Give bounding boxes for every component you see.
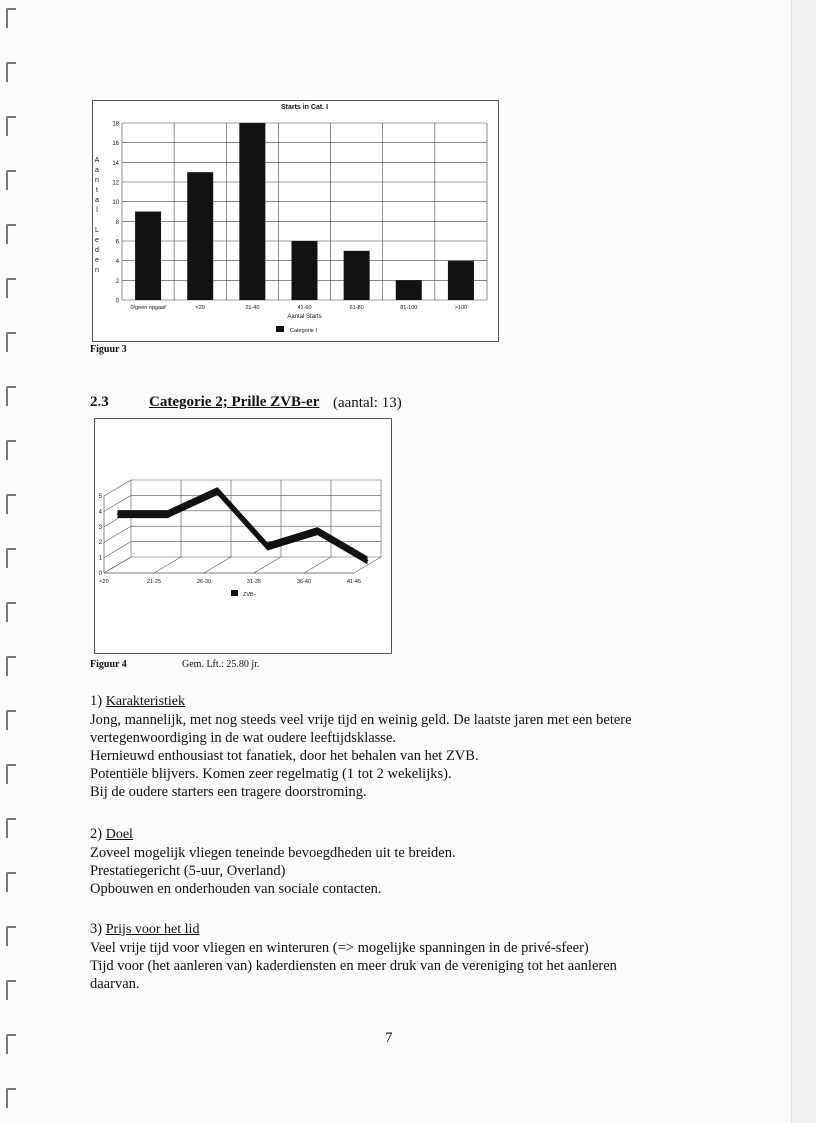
block-heading: Karakteristiek bbox=[105, 694, 186, 709]
data-point bbox=[367, 560, 369, 562]
x-tick-label: 31-35 bbox=[246, 579, 262, 585]
binding-ring bbox=[6, 548, 16, 568]
bar bbox=[135, 212, 161, 301]
binding-ring bbox=[6, 386, 16, 406]
y-tick-label: 5 bbox=[98, 494, 102, 500]
block-prefix: 1) bbox=[90, 693, 106, 709]
y-axis-label: A bbox=[94, 157, 100, 164]
y-tick-label: 14 bbox=[112, 160, 119, 167]
x-tick-label: 41-45 bbox=[346, 579, 362, 585]
x-tick-label: <20 bbox=[195, 305, 205, 311]
chart-frame bbox=[95, 419, 392, 654]
text-line: Potentiële blijvers. Komen zeer regelmatig (1 tot 2 wekelijks). bbox=[90, 766, 452, 782]
figure-4-note: Gem. Lft.: 25.80 jr. bbox=[182, 659, 260, 670]
data-point bbox=[117, 513, 119, 515]
y-tick-label: 8 bbox=[115, 219, 119, 226]
legend-label: Categorie I bbox=[290, 328, 317, 334]
binding-ring bbox=[6, 224, 16, 244]
binding-ring bbox=[6, 1034, 16, 1054]
binding-ring bbox=[6, 278, 16, 298]
x-tick-label: 41-60 bbox=[297, 305, 312, 311]
binding-ring bbox=[6, 602, 16, 622]
binding-ring bbox=[6, 116, 16, 136]
y-tick-label: 12 bbox=[112, 180, 119, 187]
legend-swatch bbox=[231, 590, 238, 596]
block-heading: Doel bbox=[105, 827, 133, 842]
text-line: Zoveel mogelijk vliegen teneinde bevoegdheden uit te breiden. bbox=[90, 845, 456, 861]
block-prijs bbox=[90, 920, 617, 993]
figure-4-chart bbox=[94, 418, 392, 659]
x-tick-label: 81-100 bbox=[400, 305, 418, 311]
binding-ring bbox=[6, 440, 16, 460]
y-axis-label: n bbox=[95, 267, 99, 274]
y-axis-label: d bbox=[95, 247, 99, 254]
spiral-binding bbox=[0, 0, 22, 1123]
binding-ring bbox=[6, 8, 16, 28]
data-point bbox=[167, 513, 169, 515]
section-count: (aantal: 13) bbox=[333, 395, 402, 411]
x-tick-label: 36-40 bbox=[296, 579, 312, 585]
x-tick-label: 61-80 bbox=[349, 305, 364, 311]
binding-ring bbox=[6, 980, 16, 1000]
figure-3-chart bbox=[92, 100, 499, 347]
y-tick-label: 4 bbox=[115, 259, 119, 266]
block-prefix: 2) bbox=[90, 826, 106, 842]
bar bbox=[344, 251, 370, 300]
bar bbox=[292, 241, 318, 300]
text-line: Prestatiegericht (5-uur, Overland) bbox=[90, 863, 286, 879]
chart-title: Starts in Cat. I bbox=[280, 104, 329, 111]
text-line: vertegenwoordiging in de wat oudere leeftijdsklasse. bbox=[90, 730, 397, 746]
block-prefix: 3) bbox=[90, 921, 106, 937]
x-tick-label: 0/geen opgaaf bbox=[130, 305, 166, 311]
bar bbox=[448, 261, 474, 300]
bar bbox=[239, 123, 265, 300]
binding-ring bbox=[6, 764, 16, 784]
y-tick-label: 0 bbox=[115, 298, 119, 305]
y-tick-label: 18 bbox=[112, 121, 119, 128]
y-tick-label: 4 bbox=[98, 509, 102, 516]
binding-ring bbox=[6, 656, 16, 676]
y-axis-label: a bbox=[95, 197, 99, 204]
page-number: 7 bbox=[385, 1030, 393, 1046]
binding-ring bbox=[6, 1088, 16, 1108]
page-edge bbox=[791, 0, 816, 1123]
y-tick-label: 2 bbox=[115, 278, 119, 285]
text-line: Jong, mannelijk, met nog steeds veel vrije tijd en weinig geld. De laatste jaren met een betere bbox=[90, 712, 632, 728]
x-tick-label: 21-40 bbox=[245, 305, 260, 311]
bar-chart bbox=[92, 100, 499, 342]
figure-3-caption: Figuur 3 bbox=[90, 344, 127, 355]
text-line: Tijd voor (het aanleren van) kaderdiensten en meer druk van de vereniging tot het aanleren bbox=[90, 958, 617, 974]
binding-ring bbox=[6, 710, 16, 730]
x-axis-label: Aantal Starts bbox=[287, 314, 322, 320]
x-tick-label: 21-25 bbox=[146, 579, 162, 585]
y-axis-label: L bbox=[95, 227, 99, 234]
line-chart bbox=[94, 418, 392, 654]
binding-ring bbox=[6, 926, 16, 946]
legend-label: ZVB- bbox=[243, 592, 256, 598]
text-line: Opbouwen en onderhouden van sociale contacten. bbox=[90, 881, 382, 897]
text-line: daarvan. bbox=[90, 976, 140, 992]
y-axis-label: t bbox=[96, 187, 98, 194]
y-axis-label: e bbox=[95, 237, 99, 244]
data-point bbox=[217, 490, 219, 492]
x-tick-label: 26-30 bbox=[196, 579, 212, 585]
block-karakteristiek bbox=[90, 692, 632, 801]
binding-ring bbox=[6, 872, 16, 892]
data-point bbox=[267, 546, 269, 548]
binding-ring bbox=[6, 494, 16, 514]
text-line: Veel vrije tijd voor vliegen en winteruren (=> mogelijke spanningen in de privé-sfeer) bbox=[90, 940, 589, 956]
binding-ring bbox=[6, 332, 16, 352]
y-tick-label: 1 bbox=[98, 555, 102, 562]
bar bbox=[396, 280, 422, 300]
y-tick-label: 10 bbox=[112, 200, 119, 207]
section-title: Categorie 2; Prille ZVB-er bbox=[149, 394, 320, 410]
x-tick-label: <20 bbox=[99, 579, 109, 585]
y-tick-label: 16 bbox=[112, 141, 119, 148]
block-doel bbox=[90, 825, 456, 898]
y-tick-label: 3 bbox=[98, 524, 102, 531]
legend-swatch bbox=[276, 326, 284, 332]
y-axis-label: e bbox=[95, 257, 99, 264]
data-point bbox=[317, 530, 319, 532]
binding-ring bbox=[6, 818, 16, 838]
y-axis-label: n bbox=[95, 177, 99, 184]
y-tick-label: 6 bbox=[115, 239, 119, 246]
y-axis-label: a bbox=[95, 167, 99, 174]
bar bbox=[187, 172, 213, 300]
figure-4-caption: Figuur 4 bbox=[90, 659, 127, 670]
y-axis-label: l bbox=[96, 207, 98, 214]
binding-ring bbox=[6, 62, 16, 82]
text-line: Hernieuwd enthousiast tot fanatiek, door het behalen van het ZVB. bbox=[90, 748, 479, 764]
x-tick-label: >100 bbox=[454, 305, 468, 311]
binding-ring bbox=[6, 170, 16, 190]
y-tick-label: 0 bbox=[98, 571, 102, 577]
section-number: 2.3 bbox=[90, 394, 109, 410]
y-tick-label: 2 bbox=[98, 540, 102, 547]
text-line: Bij de oudere starters een tragere doorstroming. bbox=[90, 784, 367, 800]
block-heading: Prijs voor het lid bbox=[105, 922, 200, 937]
